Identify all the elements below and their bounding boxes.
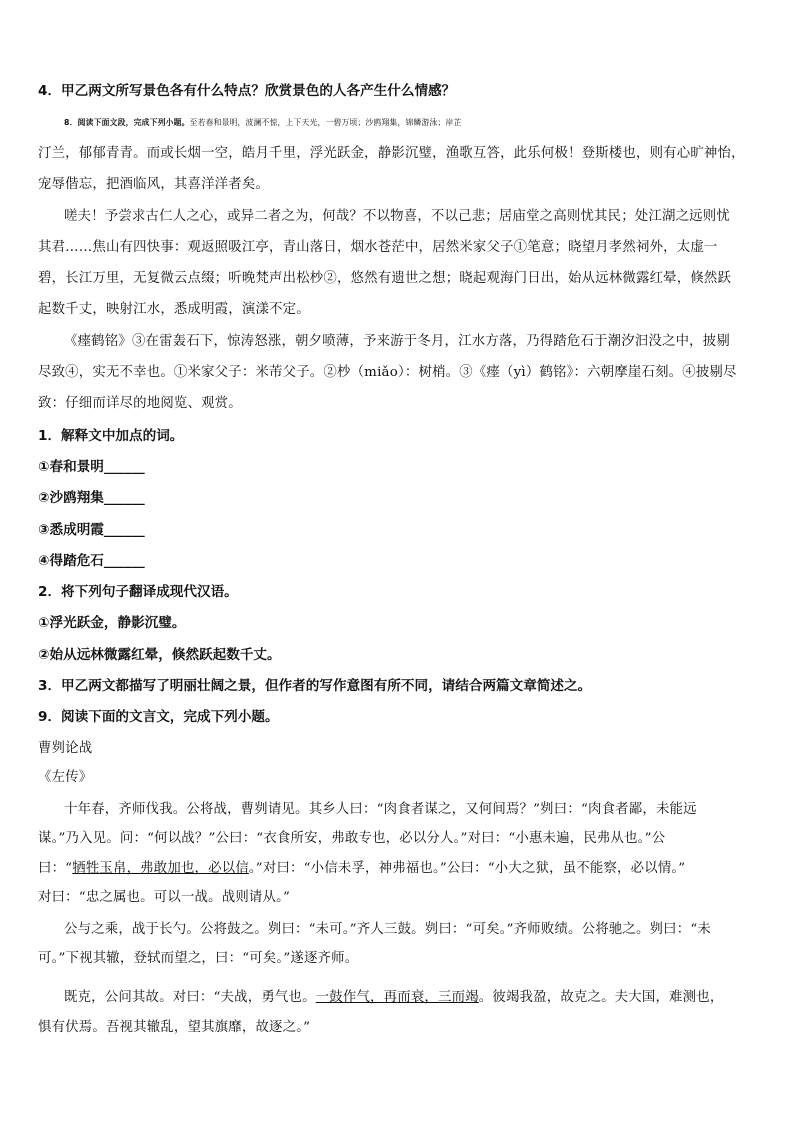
text-span: 。彼竭我盈，故克之。夫大国，难测也， [478,990,724,1005]
question-8-paragraph-1-line-3: 宠辱偕忘，把酒临风，其喜洋洋者矣。 [38,177,270,192]
subquestion-1-item-1: ①春和景明______ [38,459,145,475]
question-8-intro: 8．阅读下面文段，完成下列小题。 [64,118,190,127]
passage-paragraph-3-line-1 [64,988,760,1008]
question-8-text: 至若春和景明，波澜不惊，上下天光，一碧万顷；沙鸥翔集，锦鳞游泳；岸芷 [189,118,462,127]
text-span: 。”对曰：“小信未孚，神弗福也。”公曰：“小大之狱，虽不能察，必以情。” [248,861,686,876]
passage-paragraph-1-line-3 [38,859,760,879]
subquestion-1-item-4: ④得踏危石______ [38,553,145,569]
question-8-paragraph-2-line-4: 起数千丈，映射江水，悉成明霞，演漾不定。 [38,302,310,317]
subquestion-2-item-2: ②始从远林微露红晕，倏然跃起数千丈。 [38,647,281,663]
underlined-sentence: 牺牲玉帛，弗敢加也，必以信 [72,861,249,876]
subquestion-1-title: 1．解释文中加点的词。 [38,428,184,444]
question-9-intro: 9．阅读下面的文言文，完成下列小题。 [38,709,279,725]
passage-source: 《左传》 [38,770,93,785]
text-span: 既克，公问其故。对曰：“夫战，勇气也。 [64,990,316,1005]
underlined-sentence: 一鼓作气，再而衰，三而竭 [315,990,479,1005]
question-4-title: 4．甲乙两文所写景色各有什么特点？欣赏景色的人各产生什么情感？ [38,83,456,99]
question-8-paragraph-1-line-2: 汀兰，郁郁青青。而或长烟一空，皓月千里，浮光跃金，静影沉璧，渔歌互答，此乐何极！登斯楼也，则有心旷神怡， [38,146,745,161]
subquestion-1-item-2: ②沙鸥翔集______ [38,490,145,506]
passage-paragraph-1-line-1: 十年春，齐师伐我。公将战，曹刿请见。其乡人曰：“肉食者谋之，又何间焉？”刿曰：“肉食者鄙，未能远 [64,802,697,817]
passage-paragraph-3-line-2: 惧有伏焉。吾视其辙乱，望其旗靡，故逐之。” [38,1020,311,1035]
passage-paragraph-2-line-2: 可。”下视其辙，登轼而望之，曰：“可矣。”遂逐齐师。 [38,951,359,966]
subquestion-2-item-1: ①浮光跃金，静影沉璧。 [38,615,186,631]
passage-paragraph-1-line-4: 对曰：“忠之属也。可以一战。战则请从。” [38,890,291,905]
question-8-paragraph-1-line-1 [64,113,786,133]
subquestion-2-title: 2．将下列句子翻译成现代汉语。 [38,584,238,600]
question-8-paragraph-2-line-1: 嗟夫！予尝求古仁人之心，或异二者之为，何哉？不以物喜，不以己悲；居庙堂之高则忧其民；处江湖之远则忧 [64,209,730,224]
subquestion-1-item-3: ③悉成明霞______ [38,522,145,538]
passage-paragraph-2-line-1: 公与之乘，战于长勺。公将鼓之。刿曰：“未可。”齐人三鼓。刿曰：“可矣。”齐师败绩。公将驰之。刿曰：“未 [64,922,711,937]
question-8-paragraph-2-line-2: 其君……焦山有四快事：观返照吸江亭，青山落日，烟水苍茫中，居然米家父子①笔意；晓望月孝然祠外，太虚一 [38,240,718,255]
text-span: 曰：“ [38,861,73,876]
subquestion-3-title: 3．甲乙两文都描写了明丽壮阔之景，但作者的写作意图有所不同，请结合两篇文章简述之。 [38,678,592,694]
passage-heading: 曹刿论战 [38,741,93,756]
question-8-paragraph-3-line-1: 《瘗鹤铭》③在雷轰石下，惊涛怒涨，朝夕喷薄，予来游于冬月，江水方落，乃得踏危石于潮汐汩没之中，披剔 [64,334,730,349]
question-8-paragraph-3-line-3: 致：仔细而详尽的地阅览、观赏。 [38,396,242,411]
question-8-paragraph-2-line-3: 碧，长江万里，无复微云点缀；听晚梵声出松杪②，悠然有遗世之想；晓起观海门日出，始从远林微露红晕，倏然跃 [38,271,732,286]
question-8-paragraph-3-line-2: 尽致④，实无不幸也。①米家父子：米芾父子。②杪（miǎo）：树梢。③《瘗（yì）鹤铭》：六朝摩崖石刻。④披剔尽 [38,365,737,380]
passage-paragraph-1-line-2: 谋。”乃入见。问：“何以战？”公曰：“衣食所安，弗敢专也，必以分人。”对曰：“小惠未遍，民弗从也。”公 [38,831,666,846]
